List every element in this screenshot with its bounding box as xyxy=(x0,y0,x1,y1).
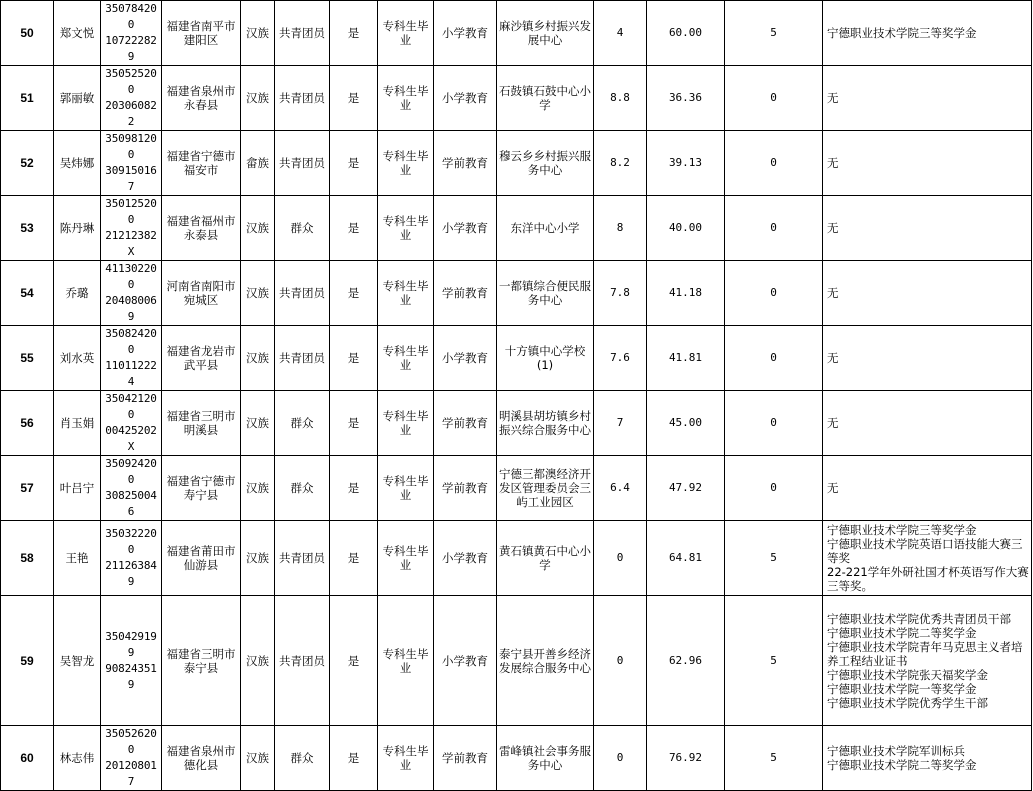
score-a-cell: 0 xyxy=(594,726,647,791)
political-status-cell: 群众 xyxy=(275,196,330,261)
row-number: 52 xyxy=(1,131,54,196)
row-number: 58 xyxy=(1,521,54,596)
major-cell: 学前教育 xyxy=(434,726,497,791)
notes-cell: 宁德职业技术学院三等奖学金 宁德职业技术学院英语口语技能大赛三等奖 22-221学年外研社国才杯英语写作大赛三等奖。 xyxy=(823,521,1032,596)
id-number-part1: 350429199 xyxy=(105,629,157,659)
unit-cell: 泰宁县开善乡经济发展综合服务中心 xyxy=(497,596,594,726)
score-b-cell: 60.00 xyxy=(647,1,725,66)
table-row xyxy=(1,391,1032,456)
id-number-part2: 203060822 xyxy=(105,99,157,128)
id-number-part2: 204080069 xyxy=(105,294,157,323)
score-a-cell: 7.6 xyxy=(594,326,647,391)
education-cell: 专科生毕业 xyxy=(378,521,434,596)
score-a-cell: 8.2 xyxy=(594,131,647,196)
score-a-cell: 8 xyxy=(594,196,647,261)
political-status-cell: 共青团员 xyxy=(275,326,330,391)
unit-cell: 石鼓镇石鼓中心小学 xyxy=(497,66,594,131)
id-number-cell xyxy=(101,1,162,66)
score-a-cell: 0 xyxy=(594,521,647,596)
notes-cell: 无 xyxy=(823,196,1032,261)
table-row xyxy=(1,456,1032,521)
score-c-cell: 0 xyxy=(725,456,823,521)
score-b-cell: 62.96 xyxy=(647,596,725,726)
fresh-graduate-cell: 是 xyxy=(330,261,378,326)
name-cell: 吴智龙 xyxy=(54,596,101,726)
major-cell: 小学教育 xyxy=(434,521,497,596)
id-number-cell xyxy=(101,66,162,131)
political-status-cell: 共青团员 xyxy=(275,66,330,131)
id-number-cell xyxy=(101,261,162,326)
notes-cell: 宁德职业技术学院三等奖学金 xyxy=(823,1,1032,66)
ethnicity-cell: 汉族 xyxy=(241,261,275,326)
id-number-part1: 350784200 xyxy=(105,2,157,31)
id-number-part1: 350525200 xyxy=(105,67,157,96)
major-cell: 小学教育 xyxy=(434,596,497,726)
origin-cell: 河南省南阳市宛城区 xyxy=(162,261,241,326)
id-number-part2: 309150167 xyxy=(105,164,157,193)
row-number: 51 xyxy=(1,66,54,131)
name-cell: 林志伟 xyxy=(54,726,101,791)
major-cell: 学前教育 xyxy=(434,456,497,521)
education-cell: 专科生毕业 xyxy=(378,261,434,326)
notes-cell: 宁德职业技术学院优秀共青团员干部 宁德职业技术学院二等奖学金 宁德职业技术学院青年马克思主义者培养工程结业证书 宁德职业技术学院张天福奖学金 宁德职业技术学院一等奖学金 宁德职业技术学院优秀学生干部 xyxy=(823,596,1032,726)
major-cell: 学前教育 xyxy=(434,261,497,326)
political-status-cell: 共青团员 xyxy=(275,131,330,196)
id-number-part2: 201208017 xyxy=(105,759,157,788)
table-row xyxy=(1,326,1032,391)
id-number-part1: 350421200 xyxy=(105,392,157,421)
ethnicity-cell: 畲族 xyxy=(241,131,275,196)
score-c-cell: 5 xyxy=(725,726,823,791)
name-cell: 乔璐 xyxy=(54,261,101,326)
ethnicity-cell: 汉族 xyxy=(241,391,275,456)
origin-cell: 福建省泉州市德化县 xyxy=(162,726,241,791)
name-cell: 肖玉娟 xyxy=(54,391,101,456)
row-number: 53 xyxy=(1,196,54,261)
name-cell: 陈丹琳 xyxy=(54,196,101,261)
major-cell: 学前教育 xyxy=(434,131,497,196)
table-row xyxy=(1,66,1032,131)
notes-cell: 无 xyxy=(823,261,1032,326)
political-status-cell: 共青团员 xyxy=(275,261,330,326)
education-cell: 专科生毕业 xyxy=(378,326,434,391)
origin-cell: 福建省三明市泰宁县 xyxy=(162,596,241,726)
table-row xyxy=(1,1,1032,66)
education-cell: 专科生毕业 xyxy=(378,131,434,196)
name-cell: 郑文悦 xyxy=(54,1,101,66)
id-number-part2: 110112224 xyxy=(105,359,157,388)
score-b-cell: 45.00 xyxy=(647,391,725,456)
id-number-part2: 00425202X xyxy=(105,424,157,453)
id-number-cell xyxy=(101,326,162,391)
unit-cell: 宁德三都澳经济开发区管理委员会三屿工业园区 xyxy=(497,456,594,521)
ethnicity-cell: 汉族 xyxy=(241,326,275,391)
origin-cell: 福建省福州市永泰县 xyxy=(162,196,241,261)
fresh-graduate-cell: 是 xyxy=(330,521,378,596)
notes-cell: 无 xyxy=(823,66,1032,131)
row-number: 59 xyxy=(1,596,54,726)
id-number-part2: 211263849 xyxy=(105,559,157,588)
notes-cell: 宁德职业技术学院军训标兵 宁德职业技术学院二等奖学金 xyxy=(823,726,1032,791)
score-c-cell: 5 xyxy=(725,596,823,726)
score-c-cell: 0 xyxy=(725,261,823,326)
fresh-graduate-cell: 是 xyxy=(330,596,378,726)
education-cell: 专科生毕业 xyxy=(378,726,434,791)
score-b-cell: 41.81 xyxy=(647,326,725,391)
id-number-cell xyxy=(101,456,162,521)
score-a-cell: 6.4 xyxy=(594,456,647,521)
ethnicity-cell: 汉族 xyxy=(241,726,275,791)
fresh-graduate-cell: 是 xyxy=(330,196,378,261)
id-number-part1: 350322200 xyxy=(105,527,157,556)
political-status-cell: 群众 xyxy=(275,391,330,456)
row-number: 50 xyxy=(1,1,54,66)
name-cell: 叶吕宁 xyxy=(54,456,101,521)
fresh-graduate-cell: 是 xyxy=(330,66,378,131)
score-b-cell: 47.92 xyxy=(647,456,725,521)
id-number-part1: 411302200 xyxy=(105,262,157,291)
unit-cell: 麻沙镇乡村振兴发展中心 xyxy=(497,1,594,66)
table-row xyxy=(1,261,1032,326)
score-a-cell: 8.8 xyxy=(594,66,647,131)
score-b-cell: 76.92 xyxy=(647,726,725,791)
row-number: 54 xyxy=(1,261,54,326)
row-number: 55 xyxy=(1,326,54,391)
id-number-cell xyxy=(101,596,162,726)
political-status-cell: 群众 xyxy=(275,456,330,521)
unit-cell: 雷峰镇社会事务服务中心 xyxy=(497,726,594,791)
id-number-part1: 350824200 xyxy=(105,327,157,356)
id-number-part1: 350981200 xyxy=(105,132,157,161)
education-cell: 专科生毕业 xyxy=(378,456,434,521)
score-b-cell: 64.81 xyxy=(647,521,725,596)
id-number-part2: 107222829 xyxy=(105,34,157,63)
fresh-graduate-cell: 是 xyxy=(330,726,378,791)
major-cell: 小学教育 xyxy=(434,66,497,131)
origin-cell: 福建省莆田市仙游县 xyxy=(162,521,241,596)
id-number-cell xyxy=(101,131,162,196)
education-cell: 专科生毕业 xyxy=(378,1,434,66)
name-cell: 刘水英 xyxy=(54,326,101,391)
id-number-cell xyxy=(101,391,162,456)
row-number: 60 xyxy=(1,726,54,791)
table-row xyxy=(1,726,1032,791)
origin-cell: 福建省三明市明溪县 xyxy=(162,391,241,456)
score-b-cell: 39.13 xyxy=(647,131,725,196)
fresh-graduate-cell: 是 xyxy=(330,326,378,391)
political-status-cell: 群众 xyxy=(275,726,330,791)
name-cell: 吴炜娜 xyxy=(54,131,101,196)
ethnicity-cell: 汉族 xyxy=(241,521,275,596)
major-cell: 小学教育 xyxy=(434,1,497,66)
ethnicity-cell: 汉族 xyxy=(241,66,275,131)
score-a-cell: 7.8 xyxy=(594,261,647,326)
table-row xyxy=(1,131,1032,196)
score-a-cell: 7 xyxy=(594,391,647,456)
score-a-cell: 4 xyxy=(594,1,647,66)
fresh-graduate-cell: 是 xyxy=(330,391,378,456)
unit-cell: 明溪县胡坊镇乡村振兴综合服务中心 xyxy=(497,391,594,456)
id-number-part1: 350924200 xyxy=(105,457,157,486)
id-number-part1: 350125200 xyxy=(105,197,157,226)
education-cell: 专科生毕业 xyxy=(378,196,434,261)
political-status-cell: 共青团员 xyxy=(275,596,330,726)
score-c-cell: 0 xyxy=(725,196,823,261)
table-row xyxy=(1,596,1032,726)
major-cell: 小学教育 xyxy=(434,326,497,391)
score-b-cell: 40.00 xyxy=(647,196,725,261)
unit-cell: 一都镇综合便民服务中心 xyxy=(497,261,594,326)
score-b-cell: 36.36 xyxy=(647,66,725,131)
ethnicity-cell: 汉族 xyxy=(241,596,275,726)
id-number-cell xyxy=(101,196,162,261)
education-cell: 专科生毕业 xyxy=(378,596,434,726)
ethnicity-cell: 汉族 xyxy=(241,1,275,66)
origin-cell: 福建省宁德市寿宁县 xyxy=(162,456,241,521)
score-b-cell: 41.18 xyxy=(647,261,725,326)
ethnicity-cell: 汉族 xyxy=(241,196,275,261)
score-c-cell: 5 xyxy=(725,521,823,596)
origin-cell: 福建省南平市建阳区 xyxy=(162,1,241,66)
fresh-graduate-cell: 是 xyxy=(330,131,378,196)
major-cell: 学前教育 xyxy=(434,391,497,456)
id-number-part2: 21212382X xyxy=(105,229,157,258)
name-cell: 郭丽敏 xyxy=(54,66,101,131)
political-status-cell: 共青团员 xyxy=(275,521,330,596)
ethnicity-cell: 汉族 xyxy=(241,456,275,521)
education-cell: 专科生毕业 xyxy=(378,391,434,456)
id-number-cell xyxy=(101,726,162,791)
unit-cell: 十方镇中心学校(1) xyxy=(497,326,594,391)
id-number-part2: 908243519 xyxy=(105,661,157,691)
political-status-cell: 共青团员 xyxy=(275,1,330,66)
unit-cell: 黄石镇黄石中心小学 xyxy=(497,521,594,596)
score-c-cell: 5 xyxy=(725,1,823,66)
score-c-cell: 0 xyxy=(725,326,823,391)
notes-cell: 无 xyxy=(823,456,1032,521)
fresh-graduate-cell: 是 xyxy=(330,1,378,66)
notes-cell: 无 xyxy=(823,326,1032,391)
major-cell: 小学教育 xyxy=(434,196,497,261)
row-number: 57 xyxy=(1,456,54,521)
id-number-part2: 308250046 xyxy=(105,489,157,518)
education-cell: 专科生毕业 xyxy=(378,66,434,131)
score-c-cell: 0 xyxy=(725,391,823,456)
name-cell: 王艳 xyxy=(54,521,101,596)
score-a-cell: 0 xyxy=(594,596,647,726)
table-row xyxy=(1,521,1032,596)
origin-cell: 福建省泉州市永春县 xyxy=(162,66,241,131)
notes-cell: 无 xyxy=(823,391,1032,456)
fresh-graduate-cell: 是 xyxy=(330,456,378,521)
row-number: 56 xyxy=(1,391,54,456)
score-c-cell: 0 xyxy=(725,66,823,131)
id-number-part1: 350526200 xyxy=(105,727,157,756)
origin-cell: 福建省宁德市福安市 xyxy=(162,131,241,196)
score-c-cell: 0 xyxy=(725,131,823,196)
unit-cell: 穆云乡乡村振兴服务中心 xyxy=(497,131,594,196)
table-row xyxy=(1,196,1032,261)
id-number-cell xyxy=(101,521,162,596)
notes-cell: 无 xyxy=(823,131,1032,196)
origin-cell: 福建省龙岩市武平县 xyxy=(162,326,241,391)
unit-cell: 东洋中心小学 xyxy=(497,196,594,261)
